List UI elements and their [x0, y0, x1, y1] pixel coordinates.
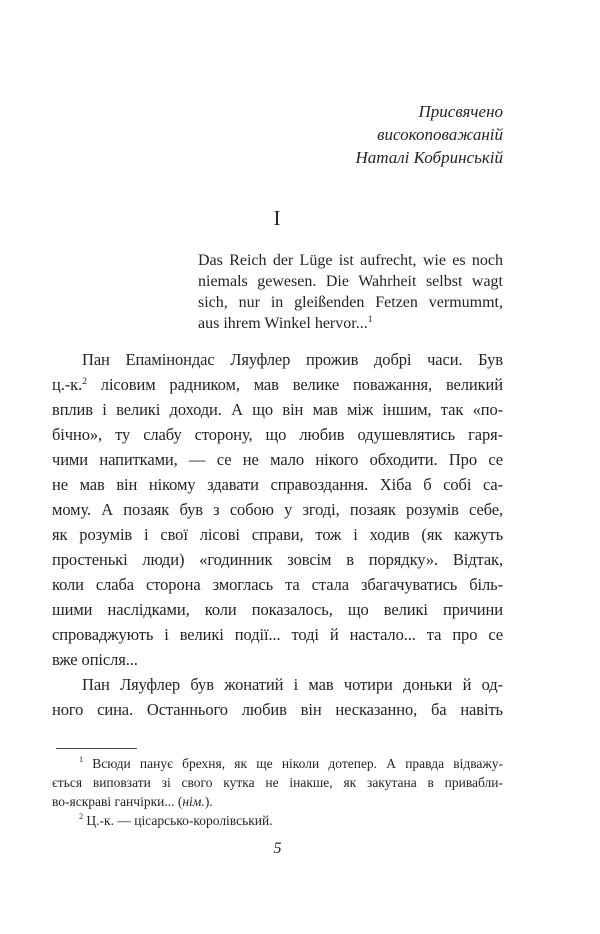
dedication-line: Присвячено [418, 102, 503, 121]
text-line: як розумів і свої лісові справи, тож і ходив (як кажуть [52, 525, 503, 544]
footnote-text: ). [204, 794, 213, 809]
footnote-1-line [52, 792, 503, 811]
text-line: мому. А позаяк був з собою у згоді, позаяк розумів себе, [52, 500, 503, 519]
text-line: вплив і великі доходи. А що він мав між іншим, так «по- [52, 400, 503, 419]
text-line: не мав він нікому здавати справоздання. Хіба б собі са- [52, 475, 503, 494]
footnote-language-label: нім. [182, 794, 205, 809]
dedication-line: високоповажаній [377, 125, 503, 144]
text-line: Пан Епамінондас Ляуфлер прожив добрі часи. Був [82, 350, 503, 369]
epigraph [198, 250, 503, 334]
dedication-line: Наталі Кобринській [355, 148, 503, 167]
text-segment: лісовим радником, мав велике поважання, великий [86, 375, 503, 394]
paragraph-2 [52, 672, 503, 722]
text-line: вже опісля... [52, 650, 138, 669]
text-line [52, 372, 503, 397]
text-block [52, 0, 503, 859]
text-line: ного сина. Останнього любив він несказанно, ба навіть [52, 700, 503, 719]
text-line: чими напитками, — се не мало нікого обходити. Про се [52, 450, 503, 469]
paragraph-1 [52, 347, 503, 672]
epigraph-line-text: aus ihrem Winkel hervor... [198, 315, 368, 332]
text-line: простенькі люди) «годинник зовсім в порядку». Відтак, [52, 550, 503, 569]
text-line: спроваджують і великі події... тоді й настало... та про се [52, 625, 503, 644]
footnotes [52, 754, 503, 830]
text-line: шими наслідками, коли показалось, що великі причини [52, 600, 503, 619]
dedication [52, 0, 503, 169]
epigraph-line: Das Reich der Lüge ist aufrecht, wie es noch [198, 252, 503, 269]
footnote-text: во-яскраві ганчірки... ( [52, 794, 183, 809]
footnote-text: Всюди панує брехня, як ще ніколи дотепер. А правда відважу- [92, 756, 503, 771]
epigraph-line [198, 313, 503, 334]
text-line: коли слаба сторона змоглась та стала збагачуватись біль- [52, 575, 503, 594]
epigraph-line: sich, nur in gleißenden Fetzen vermummt, [198, 294, 503, 311]
text-segment: ц.-к. [52, 375, 83, 394]
footnote-text: Ц.-к. — цісарсько-королівський. [86, 813, 273, 828]
text-line: Пан Ляуфлер був жонатий і мав чотири доньки й од- [82, 675, 503, 694]
footnote-ref-1: 1 [367, 314, 373, 325]
text-line: бічно», ту слабу сторону, що любив одушевлятись гаря- [52, 425, 503, 444]
footnote-marker-1: 1 [79, 755, 84, 764]
footnote-ref-2: 2 [82, 376, 87, 387]
page-number: 5 [273, 840, 282, 857]
footnote-2 [52, 811, 503, 830]
epigraph-line: niemals gewesen. Die Wahrheit selbst wagt [198, 273, 503, 290]
footnote-separator [56, 748, 137, 749]
main-text [52, 347, 503, 722]
footnote-marker-2: 2 [79, 812, 84, 821]
chapter-heading: I [273, 206, 282, 230]
footnote-1-line: ється виповзати зі свого кутка не інакше, як закутана в привабли- [52, 775, 503, 790]
footnote-1-line [52, 754, 503, 773]
